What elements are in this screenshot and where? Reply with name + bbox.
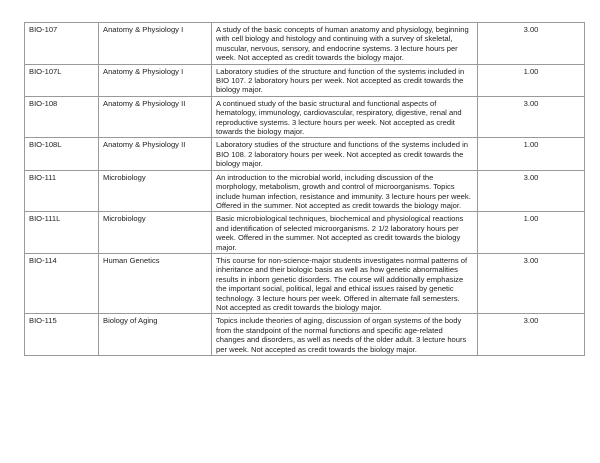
course-title: Anatomy & Physiology I <box>99 64 212 96</box>
table-row <box>25 64 585 96</box>
course-description: Laboratory studies of the structure and function of the systems included in BIO 107. 2 laboratory hours per week. Not accepted as credit towards the biology major. <box>212 64 478 96</box>
table-row <box>25 314 585 356</box>
table-row <box>25 96 585 138</box>
course-title: Biology of Aging <box>99 314 212 356</box>
course-code: BIO-107L <box>25 64 99 96</box>
table-row <box>25 212 585 254</box>
course-credits: 1.00 <box>478 212 585 254</box>
course-description: An introduction to the microbial world, including discussion of the morphology, metabolism, growth and control of microorganisms. Topics include human infection, resistance and immunity. 3 lecture hours per week. Offered in the summer. Not accepted as credit towards the biology major. <box>212 170 478 212</box>
course-title: Microbiology <box>99 212 212 254</box>
course-title: Anatomy & Physiology II <box>99 96 212 138</box>
course-title: Anatomy & Physiology II <box>99 138 212 170</box>
course-credits: 3.00 <box>478 170 585 212</box>
course-credits: 3.00 <box>478 314 585 356</box>
course-code: BIO-111L <box>25 212 99 254</box>
course-credits: 1.00 <box>478 138 585 170</box>
course-title: Human Genetics <box>99 253 212 313</box>
table-row <box>25 23 585 65</box>
table-row <box>25 253 585 313</box>
table-row <box>25 138 585 170</box>
table-row <box>25 170 585 212</box>
course-code: BIO-108L <box>25 138 99 170</box>
course-description: This course for non-science-major students investigates normal patterns of inheritance and their biologic basis as well as how genetic abnormalities results in inborn genetic disorders. The course will additionally emphasize the important social, political, legal and ethical issues raised by genetic technology. 3 lecture hours per week. Offered in alternate fall semesters. Not accepted as credit towards the biology major. <box>212 253 478 313</box>
course-code: BIO-107 <box>25 23 99 65</box>
course-description: Basic microbiological techniques, biochemical and physiological reactions and identification of selected microorganisms. 2 1/2 laboratory hours per week. Offered in the summer. Not accepted as credit towards the biology major. <box>212 212 478 254</box>
document-page <box>24 22 584 356</box>
course-description: Laboratory studies of the structure and functions of the systems included in BIO 108. 2 laboratory hours per week. Not accepted as credit towards the biology major. <box>212 138 478 170</box>
course-code: BIO-108 <box>25 96 99 138</box>
course-description: Topics include theories of aging, discussion of organ systems of the body from the standpoint of the normal functions and specific age-related changes and disorders, as well as needs of the older adult. 3 lecture hours per week. Not accepted as credit towards the biology major. <box>212 314 478 356</box>
course-description: A study of the basic concepts of human anatomy and physiology, beginning with cell biology and histology and continuing with a survey of skeletal, muscular, nervous, sensory, and endocrine systems. 3 lecture hours per week. Not accepted as credit towards the biology major. <box>212 23 478 65</box>
course-code: BIO-111 <box>25 170 99 212</box>
course-description: A continued study of the basic structural and functional aspects of hematology, immunology, cardiovascular, respiratory, digestive, renal and reproductive systems. 3 lecture hours per week. Not accepted as credit towards the biology major. <box>212 96 478 138</box>
course-credits: 3.00 <box>478 96 585 138</box>
course-title: Microbiology <box>99 170 212 212</box>
course-credits: 1.00 <box>478 64 585 96</box>
course-credits: 3.00 <box>478 23 585 65</box>
course-code: BIO-114 <box>25 253 99 313</box>
course-table <box>24 22 585 356</box>
course-title: Anatomy & Physiology I <box>99 23 212 65</box>
course-credits: 3.00 <box>478 253 585 313</box>
course-code: BIO-115 <box>25 314 99 356</box>
